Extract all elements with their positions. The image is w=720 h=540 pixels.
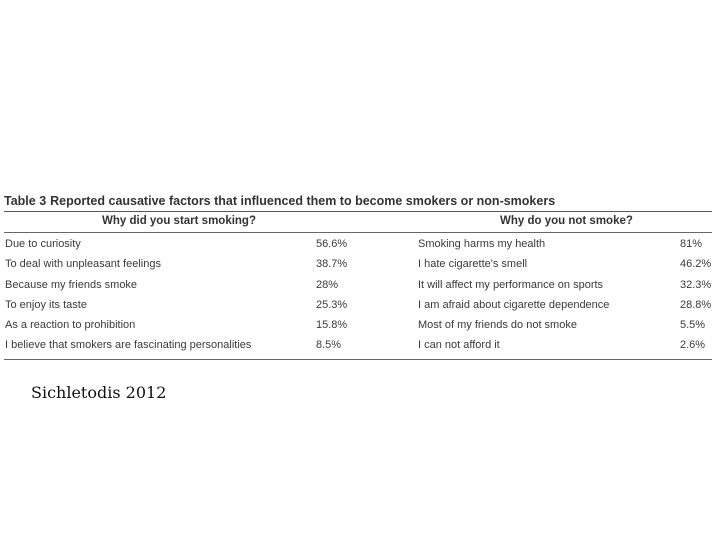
table-body <box>4 236 712 358</box>
not-smoke-percent-cell: 5.5% <box>680 319 706 332</box>
not-smoke-percent-cell: 81% <box>680 238 703 250</box>
not-smoke-reason-cell: It will affect my performance on sports <box>418 278 604 291</box>
start-percent-cell: 15.8% <box>316 319 348 332</box>
not-smoke-percent-cell: 32.3% <box>680 278 712 291</box>
not-smoke-reason-cell: I hate cigarette's smell <box>418 258 528 271</box>
start-percent-cell: 38.7% <box>316 258 348 271</box>
table-header-row <box>4 212 712 232</box>
start-percent-cell: 28% <box>316 278 339 291</box>
table-title-text: Reported causative factors that influenced them to become smokers or non-smokers <box>50 194 556 208</box>
start-reason-cell: I believe that smokers are fascinating personalities <box>5 339 252 352</box>
start-reason-cell: As a reaction to prohibition <box>5 319 136 332</box>
not-smoke-reason-cell: I am afraid about cigarette dependence <box>418 298 610 311</box>
start-percent-cell: 56.6% <box>316 238 348 250</box>
table-figure <box>4 192 712 360</box>
start-reason-cell: To deal with unpleasant feelings <box>5 258 161 271</box>
table-row <box>4 297 712 317</box>
not-smoke-percent-cell: 46.2% <box>680 258 712 271</box>
not-smoke-reason-cell: I can not afford it <box>418 339 500 352</box>
table-row <box>4 236 712 256</box>
table-row <box>4 317 712 337</box>
table-label: Table 3 <box>4 194 47 208</box>
table-title <box>4 192 712 210</box>
start-percent-cell: 8.5% <box>316 339 342 352</box>
start-reason-cell: Due to curiosity <box>5 238 81 250</box>
table-row <box>4 277 712 297</box>
table-bottom-rule <box>4 359 712 360</box>
start-reason-cell: Because my friends smoke <box>5 278 138 291</box>
not-smoke-reason-cell: Most of my friends do not smoke <box>418 319 577 332</box>
citation-caption: Sichletodis 2012 <box>31 383 167 402</box>
header-start-smoking: Why did you start smoking? <box>102 215 256 227</box>
table-row <box>4 337 712 357</box>
not-smoke-percent-cell: 28.8% <box>680 298 712 311</box>
table-row <box>4 256 712 276</box>
start-reason-cell: To enjoy its taste <box>5 298 87 311</box>
header-not-smoke: Why do you not smoke? <box>500 215 633 227</box>
start-percent-cell: 25.3% <box>316 298 348 311</box>
not-smoke-reason-cell: Smoking harms my health <box>418 238 546 250</box>
not-smoke-percent-cell: 2.6% <box>680 339 706 352</box>
table-header-rule <box>4 232 712 233</box>
